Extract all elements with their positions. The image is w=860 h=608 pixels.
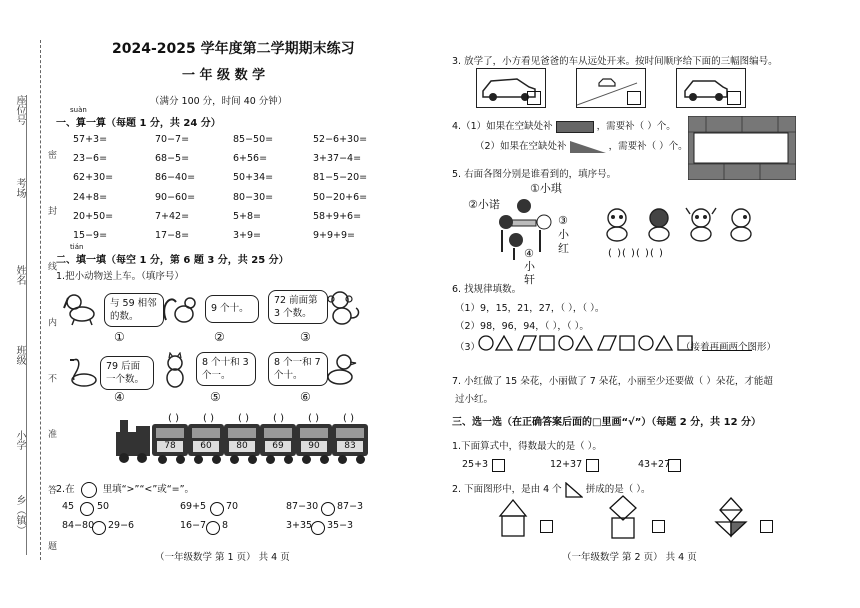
s3q2-tail: 拼成的是（ ）。 xyxy=(585,484,651,495)
section3-q1: 1.下面算式中，得数最大的是（ ）。 xyxy=(452,441,602,452)
car-picture-2 xyxy=(576,68,646,108)
q4b-tail: ，需要补（ ）个。 xyxy=(608,141,688,152)
question-2-2 xyxy=(56,481,194,498)
arith-item: 23−6= xyxy=(73,153,108,164)
train-paren: ( ) xyxy=(273,413,284,424)
pinyin-tian: tián xyxy=(70,243,84,251)
train-paren: ( ) xyxy=(308,413,319,424)
question-4b xyxy=(475,138,688,153)
train-car xyxy=(332,424,368,456)
train-paren: ( ) xyxy=(343,413,354,424)
goose-icon xyxy=(64,354,100,390)
compare-left: 87−30 xyxy=(286,501,319,512)
compare-circle-icon[interactable] xyxy=(92,521,106,535)
arith-item: 7+42= xyxy=(155,211,190,222)
bubble-3: 72 前面第 3 个数。 xyxy=(268,290,328,324)
compare-left: 69+5 xyxy=(180,501,207,512)
train-car xyxy=(296,424,332,456)
car-picture-3 xyxy=(676,68,746,108)
mark-5: ⑤ xyxy=(210,390,221,404)
compare-circle-icon xyxy=(81,482,97,498)
q2-suffix: 里填“>”“<”或“=”。 xyxy=(102,484,195,495)
mark-1: ① xyxy=(114,330,125,344)
triangle-icon xyxy=(565,482,583,498)
train-car-number: 78 xyxy=(157,441,183,452)
compare-circle-icon[interactable] xyxy=(210,502,224,516)
monkey-icon xyxy=(322,288,362,328)
exam-title: 2024-2025 学年度第二学期期末练习 xyxy=(112,41,355,57)
train-paren: ( ) xyxy=(168,413,179,424)
long-brick-icon xyxy=(556,121,594,133)
checkbox[interactable] xyxy=(652,520,665,533)
train-paren: ( ) xyxy=(238,413,249,424)
compare-circle-icon[interactable] xyxy=(206,521,220,535)
train-car xyxy=(260,424,296,456)
arith-item: 90−60= xyxy=(155,192,196,203)
arith-item: 62+30= xyxy=(73,172,114,183)
q2-prefix: 2.在 xyxy=(56,484,75,495)
shape-option-2 xyxy=(608,494,638,540)
children-around-toy-icon xyxy=(492,196,556,262)
question-7-line2: 过小红。 xyxy=(455,394,494,405)
arith-item: 52−6+30= xyxy=(313,134,368,145)
answer-box[interactable] xyxy=(727,91,741,105)
compare-right: 35−3 xyxy=(327,520,354,531)
question-2-1: 1.把小动物送上车。（填序号） xyxy=(56,271,184,282)
compare-right: 8 xyxy=(222,520,229,531)
mark-3: ③ xyxy=(300,330,311,344)
compare-left: 3+35 xyxy=(286,520,313,531)
compare-left: 16−7 xyxy=(180,520,207,531)
option-text: 43+27 xyxy=(638,459,671,470)
blank-line xyxy=(26,95,27,555)
section1-heading: 一、算一算（每题 1 分，共 24 分） xyxy=(56,118,221,129)
bubble-1: 与 59 相邻的数。 xyxy=(104,293,164,327)
brick-wall xyxy=(688,116,796,180)
arith-item: 86−40= xyxy=(155,172,196,183)
compare-circle-icon[interactable] xyxy=(80,502,94,516)
mark-6: ⑥ xyxy=(300,390,311,404)
question-3: 3. 放学了，小方看见爸爸的车从远处开来。按时间顺序给下面的三幅图编号。 xyxy=(452,56,778,67)
compare-circle-icon[interactable] xyxy=(311,521,325,535)
name-label: 姓名 xyxy=(14,265,25,285)
toy-view-icon xyxy=(642,206,676,242)
mark-4: ④ xyxy=(114,390,125,404)
question-6-2: （2）98，96，94，（ ），（ ）。 xyxy=(455,321,589,332)
option-text: 12+37 xyxy=(550,459,583,470)
arith-item: 68−5= xyxy=(155,153,190,164)
train-car-number: 90 xyxy=(301,441,327,452)
arith-item: 15−9= xyxy=(73,230,108,241)
compare-circle-icon[interactable] xyxy=(321,502,335,516)
train-car-number: 60 xyxy=(193,441,219,452)
train-car-number: 80 xyxy=(229,441,255,452)
toy-view-icon xyxy=(684,206,718,242)
arith-item: 17−8= xyxy=(155,230,190,241)
arith-item: 70−7= xyxy=(155,134,190,145)
school-label: 小学 xyxy=(14,430,25,450)
checkbox[interactable] xyxy=(668,459,681,472)
q6-3-suffix: （接着再画两个图形） xyxy=(680,342,776,353)
bubble-4: 79 后面一个数。 xyxy=(100,356,154,390)
q4b-text: （2）如果在空缺处补 xyxy=(475,141,567,152)
toy-view-icon xyxy=(724,206,758,242)
bubble-5: 8 个十和 3 个一。 xyxy=(196,352,256,386)
question-4a xyxy=(452,118,676,133)
squirrel-icon xyxy=(160,292,200,326)
exam-info: （满分 100 分，时间 40 分钟） xyxy=(150,96,288,107)
option-text: 25+3 xyxy=(462,459,489,470)
section2-heading: 二、填一填（每空 1 分，第 6 题 3 分，共 25 分） xyxy=(56,255,289,266)
train-car-number: 69 xyxy=(265,441,291,452)
arith-item: 57+3= xyxy=(73,134,108,145)
checkbox[interactable] xyxy=(540,520,553,533)
town-label: 乡（镇） xyxy=(14,495,25,535)
arith-item: 5+8= xyxy=(233,211,262,222)
section3-heading: 三、选一选（在正确答案后面的□里画“√”）（每题 2 分，共 12 分） xyxy=(452,417,762,428)
bubble-6: 8 个一和 7 个十。 xyxy=(268,352,328,386)
viewer-name-1: ①小琪 xyxy=(530,182,562,195)
triangle-brick-icon xyxy=(570,141,606,153)
arith-item: 20+50= xyxy=(73,211,114,222)
footer-right: （一年级数学 第 2 页） 共 4 页 xyxy=(562,552,697,563)
arith-item: 6+56= xyxy=(233,153,268,164)
q6-3-prefix: （3） xyxy=(455,342,481,353)
answer-box[interactable] xyxy=(527,91,541,105)
q5-answer-parens: ( )( )( )( ) xyxy=(608,248,664,259)
arith-item: 24+8= xyxy=(73,192,108,203)
exam-subject: 一 年 级 数 学 xyxy=(182,68,266,83)
checkbox[interactable] xyxy=(492,459,505,472)
bubble-2: 9 个十。 xyxy=(205,295,259,323)
train-car xyxy=(188,424,224,456)
compare-left: 84−80 xyxy=(62,520,95,531)
q4a-tail: ，需要补（ ）个。 xyxy=(596,121,676,132)
class-label: 班级 xyxy=(14,345,25,365)
train-car xyxy=(224,424,260,456)
viewer-name-3: ③小红 xyxy=(558,214,569,255)
checkbox[interactable] xyxy=(760,520,773,533)
exam-room-label: 考场 xyxy=(14,178,25,198)
cat-icon xyxy=(157,352,193,388)
compare-right: 50 xyxy=(97,501,110,512)
pinyin-suan: suàn xyxy=(70,106,87,114)
question-5: 5. 右面各图分别是谁看到的，填序号。 xyxy=(452,169,617,180)
compare-right: 70 xyxy=(226,501,239,512)
question-6: 6. 找规律填数。 xyxy=(452,284,522,295)
arith-item: 3+9= xyxy=(233,230,262,241)
arith-item: 58+9+6= xyxy=(313,211,362,222)
train-car-number: 83 xyxy=(337,441,363,452)
mark-2: ② xyxy=(214,330,225,344)
dog-icon xyxy=(62,290,102,326)
locomotive-icon xyxy=(112,418,152,464)
compare-left: 45 xyxy=(62,501,75,512)
arith-item: 85−50= xyxy=(233,134,274,145)
arith-item: 80−30= xyxy=(233,192,274,203)
checkbox[interactable] xyxy=(586,459,599,472)
answer-box[interactable] xyxy=(627,91,641,105)
toy-view-icon xyxy=(600,206,634,242)
question-7-line1: 7. 小红做了 15 朵花，小丽做了 7 朵花，小丽至少还要做（ ）朵花，才能超 xyxy=(452,376,773,387)
arith-item: 81−5−20= xyxy=(313,172,368,183)
question-6-1: （1）9，15，21，27，（ ），（ ）。 xyxy=(455,303,605,314)
q4a-text: 4.（1）如果在空缺处补 xyxy=(452,121,553,132)
seal-line xyxy=(40,40,41,560)
train-paren: ( ) xyxy=(203,413,214,424)
seat-number-label: 座位号 xyxy=(14,95,25,125)
seal-line-text: 密 封 线 内 不 准 答 题 xyxy=(46,150,56,573)
duck-icon xyxy=(324,352,360,388)
compare-right: 29−6 xyxy=(108,520,135,531)
viewer-name-4: ④小轩 xyxy=(524,247,535,286)
compare-right: 87−3 xyxy=(337,501,364,512)
train-car xyxy=(152,424,188,456)
footer-left: （一年级数学 第 1 页） 共 4 页 xyxy=(155,552,290,563)
arith-item: 9+9+9= xyxy=(313,230,356,241)
shape-option-1 xyxy=(498,498,528,538)
viewer-name-2: ②小诺 xyxy=(468,198,500,211)
arith-item: 3+37−4= xyxy=(313,153,362,164)
arith-item: 50+34= xyxy=(233,172,274,183)
car-picture-1 xyxy=(476,68,546,108)
shape-option-3 xyxy=(712,496,750,538)
s3q2-text: 2. 下面图形中，是由 4 个 xyxy=(452,484,562,495)
arith-item: 50−20+6= xyxy=(313,192,368,203)
